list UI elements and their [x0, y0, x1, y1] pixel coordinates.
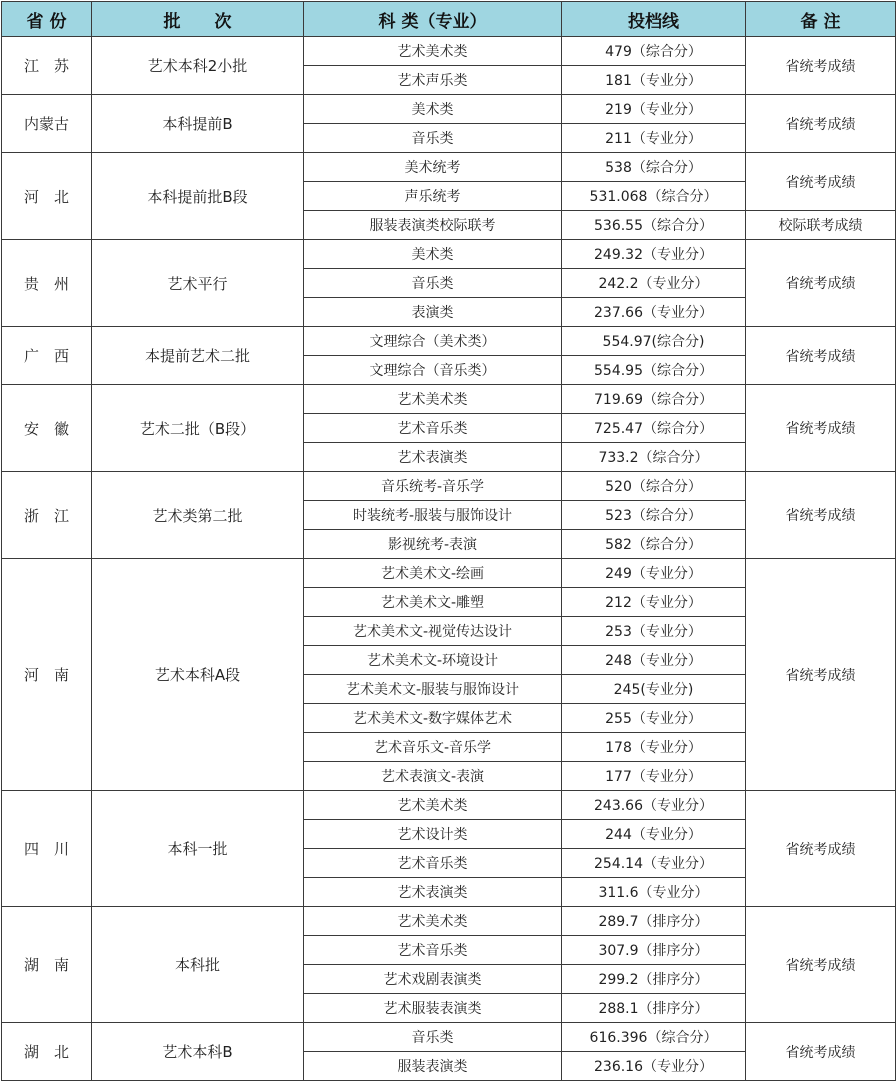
note-cell: 省统考成绩 [746, 791, 896, 907]
subject-cell: 艺术音乐类 [304, 414, 562, 443]
subject-cell: 美术统考 [304, 153, 562, 182]
note-cell: 省统考成绩 [746, 1023, 896, 1081]
province-cell: 河 南 [2, 559, 92, 791]
note-cell: 省统考成绩 [746, 907, 896, 1023]
subject-cell: 音乐统考-音乐学 [304, 472, 562, 501]
batch-cell: 艺术本科2小批 [92, 37, 304, 95]
score-cell: 249.32（专业分） [562, 240, 746, 269]
subject-cell: 声乐统考 [304, 182, 562, 211]
table-row [2, 385, 896, 414]
score-cell: 243.66（专业分） [562, 791, 746, 820]
subject-cell: 服装表演类校际联考 [304, 211, 562, 240]
table-row [2, 472, 896, 501]
subject-cell: 艺术美术文-雕塑 [304, 588, 562, 617]
province-cell: 江 苏 [2, 37, 92, 95]
batch-cell: 艺术类第二批 [92, 472, 304, 559]
subject-cell: 美术类 [304, 95, 562, 124]
note-cell: 省统考成绩 [746, 37, 896, 95]
note-cell: 省统考成绩 [746, 559, 896, 791]
table-header [2, 2, 896, 37]
subject-cell: 艺术美术文-服装与服饰设计 [304, 675, 562, 704]
score-cell: 725.47（综合分） [562, 414, 746, 443]
note-cell: 省统考成绩 [746, 385, 896, 472]
province-cell: 贵 州 [2, 240, 92, 327]
subject-cell: 艺术表演类 [304, 878, 562, 907]
subject-cell: 艺术设计类 [304, 820, 562, 849]
batch-cell: 艺术本科B [92, 1023, 304, 1081]
score-cell: 554.97(综合分) [562, 327, 746, 356]
batch-cell: 本科提前B [92, 95, 304, 153]
province-cell: 安 徽 [2, 385, 92, 472]
score-cell: 219（专业分） [562, 95, 746, 124]
table-row [2, 791, 896, 820]
score-cell: 531.068（综合分） [562, 182, 746, 211]
table-row [2, 37, 896, 66]
province-cell: 河 北 [2, 153, 92, 240]
score-cell: 288.1（排序分） [562, 994, 746, 1023]
header-province: 省 份 [2, 2, 92, 37]
table-row [2, 153, 896, 182]
subject-cell: 艺术美术文-视觉传达设计 [304, 617, 562, 646]
note-cell: 省统考成绩 [746, 472, 896, 559]
score-cell: 254.14（专业分） [562, 849, 746, 878]
table-row [2, 907, 896, 936]
score-cell: 520（综合分） [562, 472, 746, 501]
subject-cell: 文理综合（美术类） [304, 327, 562, 356]
score-cell: 255（专业分） [562, 704, 746, 733]
subject-cell: 艺术美术类 [304, 907, 562, 936]
header-row [2, 2, 896, 37]
note-cell: 省统考成绩 [746, 95, 896, 153]
table-body [2, 37, 896, 1081]
subject-cell: 音乐类 [304, 124, 562, 153]
score-cell: 733.2（综合分） [562, 443, 746, 472]
subject-cell: 艺术表演类 [304, 443, 562, 472]
score-cell: 237.66（专业分） [562, 298, 746, 327]
province-cell: 湖 南 [2, 907, 92, 1023]
note-cell: 校际联考成绩 [746, 211, 896, 240]
batch-cell: 艺术本科A段 [92, 559, 304, 791]
subject-cell: 艺术音乐类 [304, 936, 562, 965]
batch-cell: 本科一批 [92, 791, 304, 907]
subject-cell: 艺术美术文-数字媒体艺术 [304, 704, 562, 733]
score-cell: 554.95（综合分） [562, 356, 746, 385]
score-cell: 253（专业分） [562, 617, 746, 646]
subject-cell: 美术类 [304, 240, 562, 269]
admission-score-table [1, 1, 896, 1081]
note-cell: 省统考成绩 [746, 240, 896, 327]
note-cell: 省统考成绩 [746, 153, 896, 211]
score-cell: 248（专业分） [562, 646, 746, 675]
subject-cell: 文理综合（音乐类） [304, 356, 562, 385]
subject-cell: 表演类 [304, 298, 562, 327]
header-subject: 科 类（专业） [304, 2, 562, 37]
subject-cell: 艺术美术类 [304, 791, 562, 820]
score-cell: 307.9（排序分） [562, 936, 746, 965]
subject-cell: 艺术音乐文-音乐学 [304, 733, 562, 762]
score-cell: 536.55（综合分） [562, 211, 746, 240]
table-row [2, 240, 896, 269]
batch-cell: 本科提前批B段 [92, 153, 304, 240]
score-cell: 178（专业分） [562, 733, 746, 762]
score-cell: 538（综合分） [562, 153, 746, 182]
subject-cell: 艺术表演文-表演 [304, 762, 562, 791]
subject-cell: 艺术美术类 [304, 37, 562, 66]
table-row [2, 1023, 896, 1052]
score-cell: 616.396（综合分） [562, 1023, 746, 1052]
score-cell: 211（专业分） [562, 124, 746, 153]
header-batch: 批 次 [92, 2, 304, 37]
subject-cell: 时装统考-服装与服饰设计 [304, 501, 562, 530]
subject-cell: 艺术戏剧表演类 [304, 965, 562, 994]
province-cell: 内蒙古 [2, 95, 92, 153]
header-score: 投档线 [562, 2, 746, 37]
table-row [2, 95, 896, 124]
score-cell: 719.69（综合分） [562, 385, 746, 414]
subject-cell: 艺术服装表演类 [304, 994, 562, 1023]
subject-cell: 艺术音乐类 [304, 849, 562, 878]
batch-cell: 本提前艺术二批 [92, 327, 304, 385]
table-row [2, 327, 896, 356]
header-note: 备 注 [746, 2, 896, 37]
score-cell: 299.2（排序分） [562, 965, 746, 994]
subject-cell: 影视统考-表演 [304, 530, 562, 559]
score-cell: 177（专业分） [562, 762, 746, 791]
score-cell: 582（综合分） [562, 530, 746, 559]
score-cell: 289.7（排序分） [562, 907, 746, 936]
note-cell: 省统考成绩 [746, 327, 896, 385]
score-cell: 245(专业分) [562, 675, 746, 704]
subject-cell: 音乐类 [304, 269, 562, 298]
province-cell: 广 西 [2, 327, 92, 385]
score-cell: 479（综合分） [562, 37, 746, 66]
score-cell: 244（专业分） [562, 820, 746, 849]
batch-cell: 本科批 [92, 907, 304, 1023]
score-cell: 181（专业分） [562, 66, 746, 95]
subject-cell: 服装表演类 [304, 1052, 562, 1081]
subject-cell: 艺术声乐类 [304, 66, 562, 95]
score-cell: 236.16（专业分） [562, 1052, 746, 1081]
subject-cell: 音乐类 [304, 1023, 562, 1052]
subject-cell: 艺术美术类 [304, 385, 562, 414]
province-cell: 四 川 [2, 791, 92, 907]
table-row [2, 559, 896, 588]
batch-cell: 艺术二批（B段） [92, 385, 304, 472]
batch-cell: 艺术平行 [92, 240, 304, 327]
score-cell: 523（综合分） [562, 501, 746, 530]
score-cell: 249（专业分） [562, 559, 746, 588]
province-cell: 浙 江 [2, 472, 92, 559]
subject-cell: 艺术美术文-环境设计 [304, 646, 562, 675]
subject-cell: 艺术美术文-绘画 [304, 559, 562, 588]
province-cell: 湖 北 [2, 1023, 92, 1081]
score-cell: 242.2（专业分） [562, 269, 746, 298]
score-cell: 212（专业分） [562, 588, 746, 617]
score-cell: 311.6（专业分） [562, 878, 746, 907]
